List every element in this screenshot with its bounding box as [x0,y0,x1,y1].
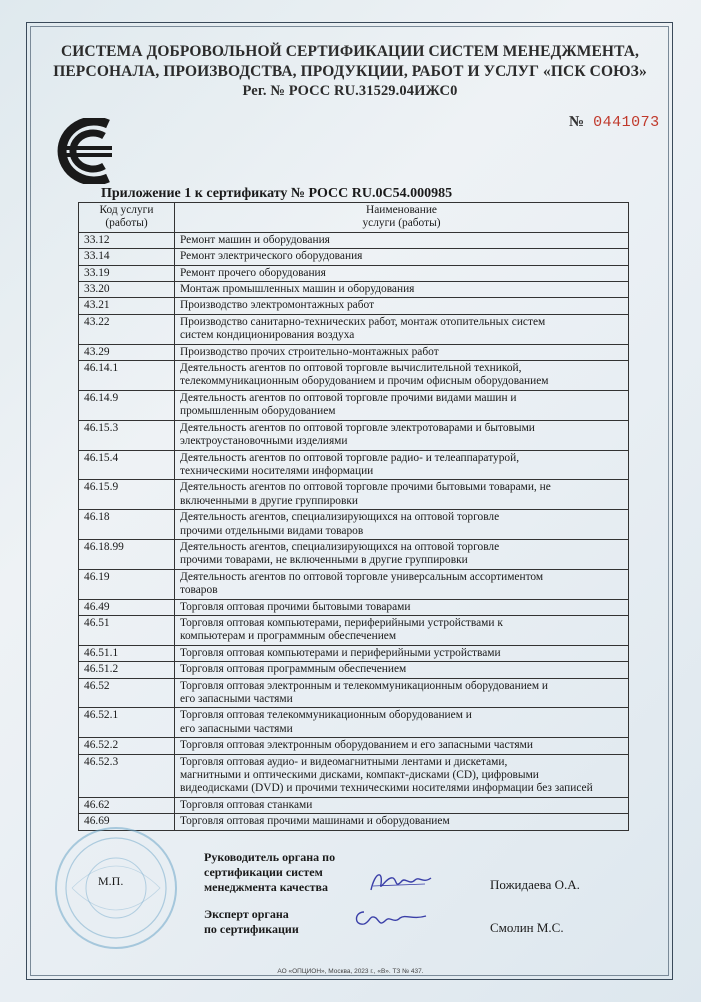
head-signature-icon [365,866,437,896]
table-row [79,314,629,344]
certification-logo-icon [52,118,128,184]
table-row [79,420,629,450]
service-code: 46.18 [79,510,175,540]
service-name: Деятельность агентов по оптовой торговле электротоварами и бытовыми электроустановочными изделиями [175,420,629,450]
service-code: 46.14.9 [79,390,175,420]
service-code: 46.69 [79,814,175,830]
table-row [79,662,629,678]
service-name: Торговля оптовая электронным оборудованием и его запасными частями [175,738,629,754]
head-title: Руководитель органа по сертификации систем менеджмента качества [204,850,336,894]
table-row [79,599,629,615]
service-code: 46.15.3 [79,420,175,450]
printer-footer: АО «ОПЦИОН», Москва, 2023 г., «В». ТЗ № 437. [277,968,424,975]
service-name: Торговля оптовая прочими бытовыми товарами [175,599,629,615]
service-name: Торговля оптовая электронным и телекоммуникационным оборудованием и его запасными частями [175,678,629,708]
service-name: Деятельность агентов по оптовой торговле прочими бытовыми товарами, не включенными в другие группировки [175,480,629,510]
table-row [79,344,629,360]
service-code: 33.20 [79,282,175,298]
service-name: Ремонт машин и оборудования [175,232,629,248]
service-code: 43.21 [79,298,175,314]
service-name: Монтаж промышленных машин и оборудования [175,282,629,298]
table-row [79,249,629,265]
expert-title: Эксперт органа по сертификации [204,907,299,936]
table-row [79,265,629,281]
table-row [79,539,629,569]
service-name: Ремонт прочего оборудования [175,265,629,281]
table-row [79,480,629,510]
code-column-header: Код услуги (работы) [79,203,175,233]
service-name: Ремонт электрического оборудования [175,249,629,265]
service-code: 33.14 [79,249,175,265]
service-name: Торговля оптовая компьютерами и периферийными устройствами [175,645,629,661]
service-code: 43.22 [79,314,175,344]
service-name: Производство прочих строительно-монтажных работ [175,344,629,360]
table-row [79,361,629,391]
registration-number: Рег. № РОСС RU.31529.04ИЖС0 [242,83,458,99]
appendix-title: Приложение 1 к сертификату № РОСС RU.0С54.000985 [101,186,453,201]
table-row [79,390,629,420]
name-column-header: Наименование услуги (работы) [175,203,629,233]
serial-label: № [569,114,585,130]
header-line-2: ПЕРСОНАЛА, ПРОИЗВОДСТВА, ПРОДУКЦИИ, РАБОТ И УСЛУГ «ПСК СОЮЗ» [53,63,647,80]
certificate-serial [569,114,660,131]
expert-signature-icon [350,904,430,932]
expert-name: Смолин М.С. [490,920,564,935]
service-code: 46.51.1 [79,645,175,661]
service-code: 43.29 [79,344,175,360]
service-code: 46.14.1 [79,361,175,391]
service-name: Деятельность агентов по оптовой торговле радио- и телеаппаратурой, техническими носителями информации [175,450,629,480]
service-code: 46.51.2 [79,662,175,678]
table-row [79,738,629,754]
service-code: 33.12 [79,232,175,248]
service-code: 46.18.99 [79,539,175,569]
service-name: Торговля оптовая прочими машинами и оборудованием [175,814,629,830]
table-header-row [79,203,629,233]
stamp-place-label: М.П. [98,874,124,888]
service-name: Торговля оптовая телекоммуникационным оборудованием и его запасными частями [175,708,629,738]
service-name: Деятельность агентов по оптовой торговле прочими видами машин и промышленным оборудованием [175,390,629,420]
service-name: Деятельность агентов, специализирующихся на оптовой торговле прочими товарами, не включенными в другие группировки [175,539,629,569]
service-code: 46.49 [79,599,175,615]
service-code: 46.15.4 [79,450,175,480]
service-code: 33.19 [79,265,175,281]
table-row [79,708,629,738]
header-line-1: СИСТЕМА ДОБРОВОЛЬНОЙ СЕРТИФИКАЦИИ СИСТЕМ МЕНЕДЖМЕНТА, [60,43,640,60]
serial-value: 0441073 [593,114,660,131]
service-name: Деятельность агентов, специализирующихся на оптовой торговле прочими отдельными видами товаров [175,510,629,540]
services-table [78,202,629,831]
table-row [79,298,629,314]
table-body [79,232,629,830]
service-code: 46.15.9 [79,480,175,510]
table-row [79,282,629,298]
service-code: 46.52.3 [79,754,175,797]
service-code: 46.52.1 [79,708,175,738]
table-row [79,569,629,599]
service-name: Производство электромонтажных работ [175,298,629,314]
service-code: 46.19 [79,569,175,599]
service-name: Торговля оптовая программным обеспечением [175,662,629,678]
table-row [79,754,629,797]
table-row [79,797,629,813]
table-row [79,645,629,661]
service-name: Торговля оптовая станками [175,797,629,813]
service-code: 46.51 [79,615,175,645]
service-name: Производство санитарно-технических работ, монтаж отопительных систем систем кондиционирования воздуха [175,314,629,344]
table-row [79,615,629,645]
table-row [79,450,629,480]
service-name: Деятельность агентов по оптовой торговле вычислительной техникой, телекоммуникационным оборудованием и прочим офисным оборудованием [175,361,629,391]
service-name: Торговля оптовая аудио- и видеомагнитными лентами и дискетами, магнитными и оптическими дисками, компакт-дисками (CD), цифровыми видеодисками (DVD) и прочими техническими носителями информации без записей [175,754,629,797]
table-row [79,510,629,540]
service-code: 46.52.2 [79,738,175,754]
service-code: 46.52 [79,678,175,708]
table-row [79,232,629,248]
service-name: Торговля оптовая компьютерами, периферийными устройствами к компьютерам и программным обеспечением [175,615,629,645]
service-name: Деятельность агентов по оптовой торговле универсальным ассортиментом товаров [175,569,629,599]
table-row [79,678,629,708]
head-name: Пожидаева О.А. [490,877,580,892]
service-code: 46.62 [79,797,175,813]
